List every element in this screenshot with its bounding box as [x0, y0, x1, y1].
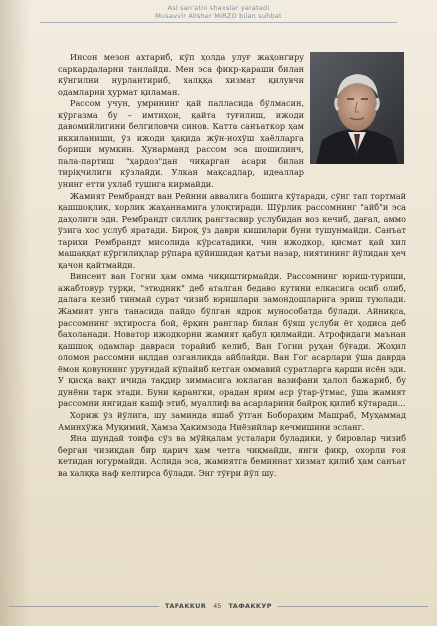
paragraph: Рассом учун, умрининг қай палласида бўлмасин, кўргазма бу – имтиҳон, қайта туғилиш, ижоди давомийлигини белгиловчи синов. Катта санъаткор ҳам иккиланиши, ўз ижоди ҳақида жўн-нохўш хаёлларга бориши мумкин. Ҳунарманд рассом эса шошилинч, пала-партиш "ҳардоз"дан чиқарган асари билан тиріқчилиги кўзлайди. Улкан мақсадлар, идеаллар унинг етти ухлаб тушига кирмайди.: [58, 98, 304, 190]
paragraph: Хориж ўз йўлига, шу заминда яшаб ўтган Бобораҳим Машраб, Муҳаммад Аминхўжа Муқимий, Ҳамза Ҳакимзода Ниёзийлар кечмишини эсланг.: [58, 409, 406, 432]
footer-rule-left: [9, 606, 159, 607]
running-header: [0, 4, 437, 20]
page-number: 45: [213, 602, 222, 610]
paragraph: Жамият Рембрандт ван Рейнни аввалига бошига кўтарaди, сўнг тап тортмай қашшоқлик, хорлик жаҳаннамига улоқтиради. Шўрлик рассомнинг "айб"и эса даҳолиги эди. Рембрандт силлиқ рангтасвир услубидан воз кечиб, дағал, аммо ўзига хос услуб яратади. Бироқ ўз даври кишилари буни тушунмайди. Санъат тарихи Рембрандт мисолида кўрсатадики, чин ижодкор, қисмат қай хил машаққат кўргилиқлар рўпара қўйишидан қатъи назар, ниятининг йўлидан ҳеч қачон қайтмайди.: [58, 190, 406, 270]
footer-brand-left: TAFAKKUR: [165, 602, 207, 610]
photo-wrap-space: [304, 52, 406, 169]
paragraph: Инсон мезон ахтариб, кўп ҳолда улуғ жаҳонгиру саркардаларни танлайди. Мен эса фикр-қараши билан кўнгилни нурлантириб, халққа хизмат қилувчи одамларни ҳурмат қиламан.: [58, 52, 304, 97]
header-line-1: Asl san'atni shaxslar yaratadi: [167, 4, 270, 12]
paragraph: Винсент ван Гогни ҳам омма чиқиштирмайди. Рассомнинг юриш-туриши, ажабтовур турқи, "этюдник" деб аталган бедаво кутини елкасига осиб олиб, далага кезиб тинмай сурат чизиб юришлари замондошларига эриш туюлади. Жамият унга танасида пайдо бўлган ядрок мунособатда бўлади. Айниқса, рассомнинг эҳтиросга бой, ёрқин ранглар билан бўяш услуби ёт ҳодиса деб бахоланади. Новатор ижодкорни жамият қабул қилмайди. Атрофидаги маънан қашшоқ одамлар давраси торайиб келиб, Ван Гогни руҳан бўғади. Жоҳил оломон рассомни ақлдан озганликда айблайди. Ван Гог асарлари ўша даврда ёмон қовуннинг уруғидай кўпайиб кетган оммавий суратларга қарши исён эди. У қисқа вақт ичида тақдир зиммасига юклаган вазифани ҳалол бажариб, бу дунёни тарк этади. Буни қарангки, орадан ярим аср ўтар-ўтмас, ўша жамият рассомни янгидан кашф этиб, муаллиф ва асарларини байроқ қилиб кўтаради...: [58, 271, 406, 409]
footer-brand-right: TAФAKKУP: [228, 602, 272, 610]
header-rule: [40, 22, 397, 23]
footer-rule-right: [278, 606, 428, 607]
page-footer: [0, 600, 437, 612]
paragraph: Яна шундай тоифа сўз ва мўйқалам усталари буладики, у бировлар чизиб берган чизиқдан бир қарич ҳам четга чиқмайди, янги фикр, охорли ғоя кетидан югурмайди. Аслида эса, жамиятга беминнат хизмат қилиб ҳам санъат ва халққа наф келтирса бўлади. Энг тўғри йўл шу.: [58, 433, 406, 478]
page-gutter-shadow: [0, 0, 30, 626]
article-body: [58, 52, 406, 600]
header-line-2: Musavvir Alisher MIRZO bilan suhbat: [155, 12, 282, 20]
